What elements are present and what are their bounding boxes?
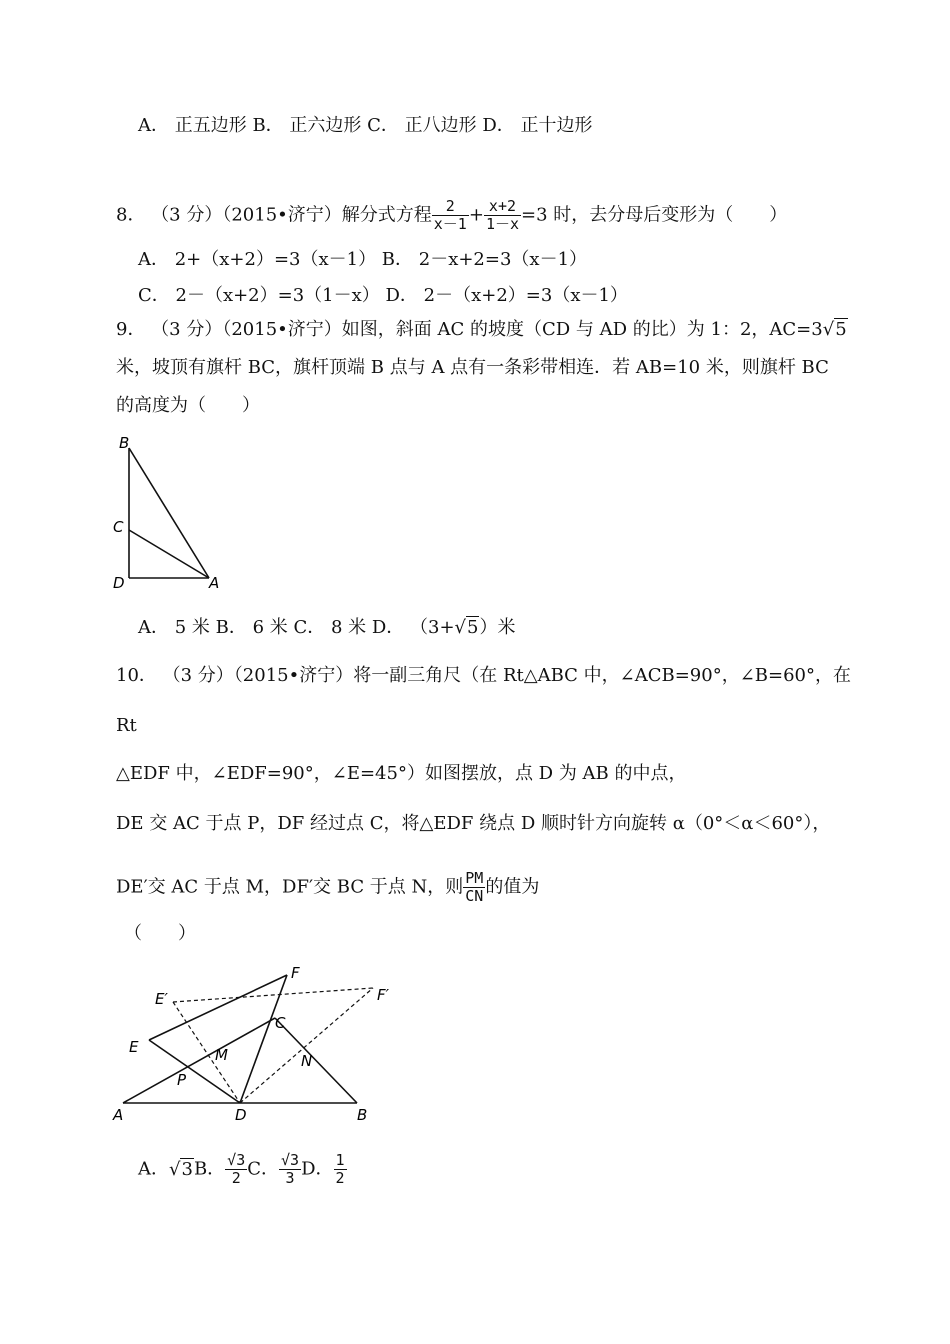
- q10-label-E-prime: E′: [155, 990, 168, 1008]
- q8-fraction-2: $\frac{x+2}{1-x}$: [485, 197, 519, 233]
- q9-label-C: C: [113, 518, 124, 536]
- q10-label-P: P: [177, 1071, 187, 1089]
- q10-option-b-fraction: $\frac{√3}{2}$: [227, 1151, 246, 1187]
- q10-line1: 10． （3 分）（2015•济宁）将一副三角尺（在 Rt△ABC 中，∠ACB=90°，∠B=60°，在: [116, 665, 851, 686]
- q10-label-B: B: [357, 1106, 368, 1124]
- q8-stem: [116, 198, 787, 233]
- q9-options: A． 5 米 B． 6 米 C． 8 米 D． （3+√5）米: [138, 617, 516, 638]
- q10-option-c-fraction: $\frac{√3}{3}$: [281, 1151, 300, 1187]
- sqrt-symbol: √5: [822, 319, 847, 340]
- q10-fraction-pm-cn: $\frac{PM}{CN}$: [465, 869, 484, 905]
- q10-dashed-E-prime-F-prime: [173, 988, 373, 1002]
- q10-label-F: F: [291, 964, 300, 982]
- q10-label-A: A: [113, 1106, 124, 1124]
- q10-line-AC: [123, 1018, 275, 1103]
- q10-line5: DE′交 AC 于点 M，DF′交 BC 于点 N，则 $\frac{PM}{CN}$ 的值为: [116, 869, 540, 905]
- q10-dashed-DF-prime: [240, 988, 373, 1103]
- q10-label-M: M: [215, 1046, 228, 1064]
- q10-line2: Rt: [116, 715, 137, 736]
- q10-line4: DE 交 AC 于点 P，DF 经过点 C，将△EDF 绕点 D 顺时针方向旋转 α（0°＜α＜60°），: [116, 813, 831, 834]
- q8-fraction-1: $\frac{2}{x-1}$: [433, 197, 467, 233]
- q9-label-D: D: [113, 574, 125, 592]
- q9-line2: 米，坡顶有旗杆 BC，旗杆顶端 B 点与 A 点有一条彩带相连．若 AB=10 米，则旗杆 BC: [116, 357, 829, 378]
- sqrt-symbol: √5: [454, 617, 479, 638]
- q10-figure: [105, 960, 415, 1125]
- q9-label-B: B: [119, 434, 130, 452]
- q10-line3: △EDF 中，∠EDF=90°，∠E=45°）如图摆放，点 D 为 AB 的中点，: [116, 763, 687, 784]
- q10-label-D: D: [235, 1106, 247, 1124]
- q9-line-BA: [129, 448, 209, 578]
- sqrt-symbol: √3: [169, 1158, 193, 1180]
- q7-options: A． 正五边形 B． 正六边形 C． 正八边形 D． 正十边形: [138, 115, 593, 136]
- q8-plus: +: [468, 204, 484, 226]
- q8-options-line1: A． 2+（x+2）=3（x－1） B． 2－x+2=3（x－1）: [138, 249, 588, 270]
- q9-label-A: A: [209, 574, 220, 592]
- q8-stem-post: =3 时，去分母后变形为（ ）: [521, 204, 788, 226]
- q9-line1: 9． （3 分）（2015•济宁）如图，斜面 AC 的坡度（CD 与 AD 的比）为 1：2，AC=3√5: [116, 319, 847, 340]
- q10-label-F-prime: F′: [377, 986, 390, 1004]
- q8-options-line2: C． 2－（x+2）=3（1－x） D． 2－（x+2）=3（x－1）: [138, 285, 628, 306]
- q9-figure: [105, 430, 235, 595]
- q10-label-N: N: [301, 1052, 313, 1070]
- q10-label-E: E: [129, 1038, 139, 1056]
- q10-line-CB: [275, 1018, 357, 1103]
- q10-option-d-fraction: $\frac{1}{2}$: [335, 1151, 345, 1187]
- q10-label-C: C: [275, 1014, 286, 1032]
- q8-stem-pre: 8． （3 分）（2015•济宁）解分式方程: [116, 204, 432, 226]
- q10-line6: （ ）: [124, 923, 196, 944]
- q9-line-CA: [129, 530, 209, 578]
- q9-line3: 的高度为（ ）: [116, 395, 260, 416]
- q10-options: A．√3B． $\frac{√3}{2}$ C． $\frac{√3}{3}$ D． $\frac{1}{2}$: [138, 1151, 345, 1187]
